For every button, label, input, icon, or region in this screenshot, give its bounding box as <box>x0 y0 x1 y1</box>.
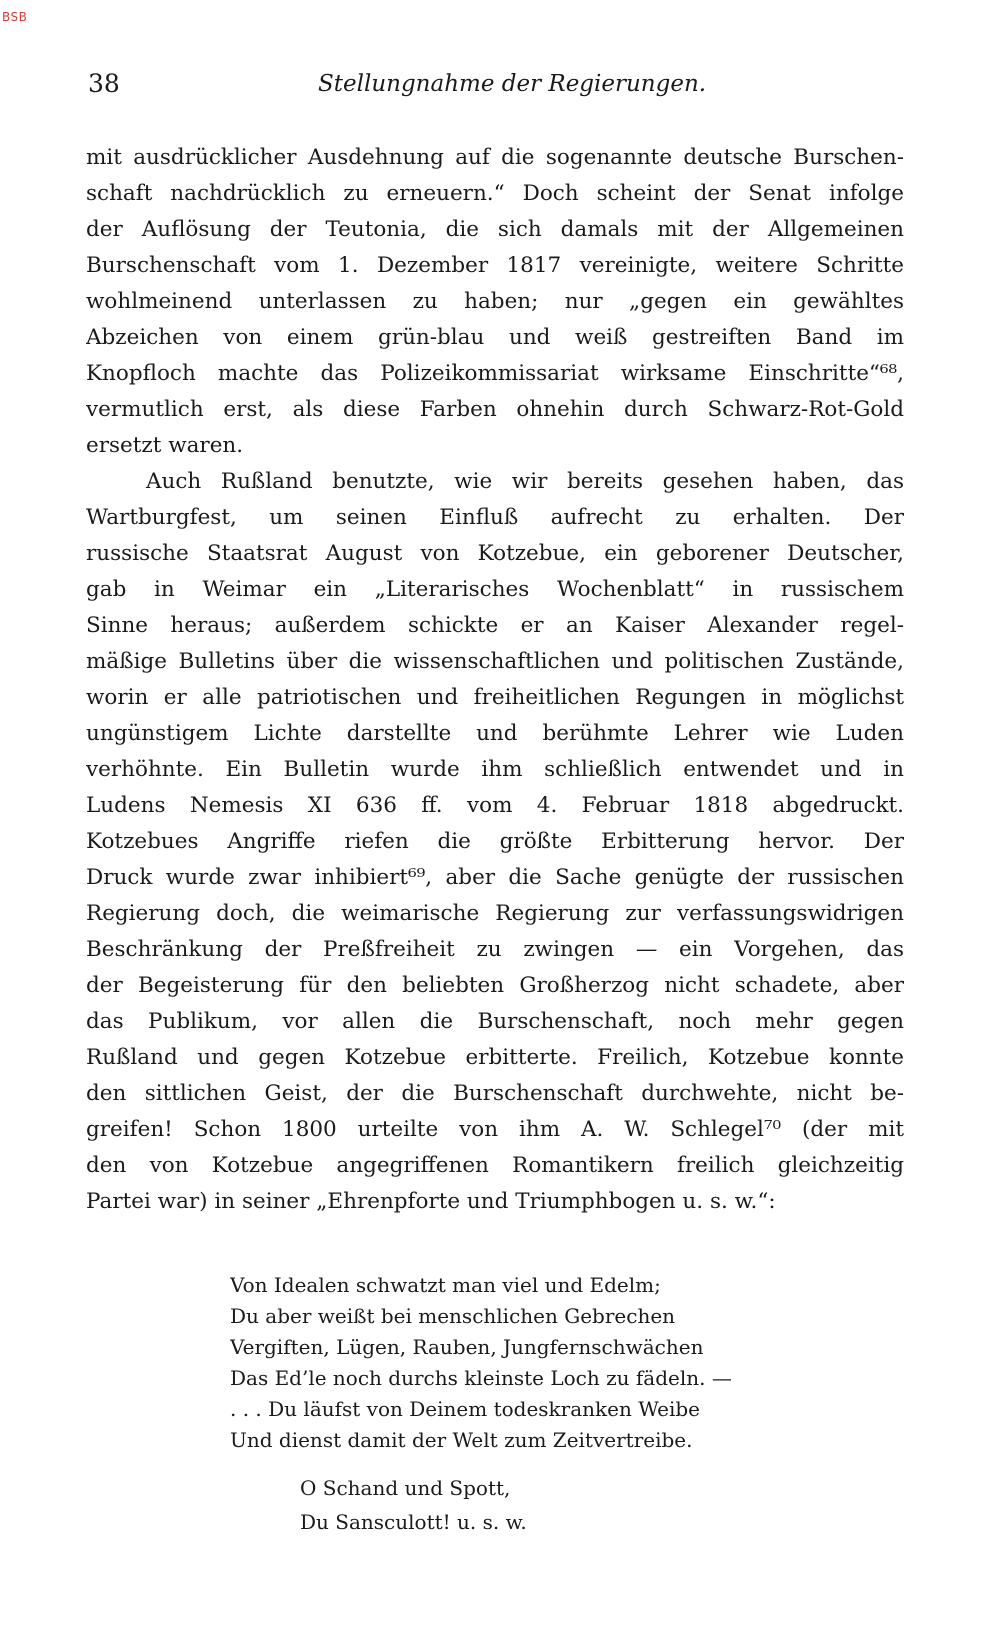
bsb-watermark: BSB <box>2 10 28 24</box>
text-line: Abzeichen von einem grün-blau und weiß gestreiften Band im <box>86 325 904 350</box>
text-line: Burschenschaft vom 1. Dezember 1817 vereinigte, weitere Schritte <box>86 253 904 278</box>
text-line: ungünstigem Lichte darstellte und berühmte Lehrer wie Luden <box>86 721 904 746</box>
text-line: verhöhnte. Ein Bulletin wurde ihm schließlich entwendet und in <box>86 757 904 782</box>
text-line: Partei war) in seiner „Ehrenpforte und Triumphbogen u. s. w.“: <box>86 1189 776 1214</box>
text-line: den sittlichen Geist, der die Burschenschaft durchwehte, nicht be- <box>86 1081 904 1106</box>
text-line: Rußland und gegen Kotzebue erbitterte. Freilich, Kotzebue konnte <box>86 1045 904 1070</box>
text-line: ersetzt waren. <box>86 433 244 458</box>
verse-line: Und dienst damit der Welt zum Zeitvertreibe. <box>230 1428 693 1452</box>
text-line: Kotzebues Angriffe riefen die größte Erbitterung hervor. Der <box>86 829 904 854</box>
paragraph-1 <box>86 140 904 464</box>
verse-line: Du Sansculott! u. s. w. <box>300 1510 527 1534</box>
text-line: vermutlich erst, als diese Farben ohnehin durch Schwarz-Rot-Gold <box>86 397 904 422</box>
verse-line: Das Ed’le noch durchs kleinste Loch zu fädeln. — <box>230 1366 732 1390</box>
text-line: Beschränkung der Preßfreiheit zu zwingen — ein Vorgehen, das <box>86 937 904 962</box>
verse-closing <box>300 1471 700 1539</box>
text-line: Ludens Nemesis XI 636 ff. vom 4. Februar 1818 abgedruckt. <box>86 793 904 818</box>
body-text <box>86 140 904 1220</box>
text-line: Wartburgfest, um seinen Einfluß aufrecht zu erhalten. Der <box>86 505 904 530</box>
page-number: 38 <box>88 69 120 98</box>
verse-line: O Schand und Spott, <box>300 1476 511 1500</box>
text-line: russische Staatsrat August von Kotzebue, ein geborener Deutscher, <box>86 541 904 566</box>
text-line: der Auflösung der Teutonia, die sich damals mit der Allgemeinen <box>86 217 904 242</box>
text-line: der Begeisterung für den beliebten Großherzog nicht schadete, aber <box>86 973 904 998</box>
text-line: Druck wurde zwar inhibiert⁶⁹, aber die Sache genügte der russischen <box>86 865 904 890</box>
text-line: worin er alle patriotischen und freiheitlichen Regungen in möglichst <box>86 685 904 710</box>
verse-quotation <box>230 1270 830 1456</box>
text-line: gab in Weimar ein „Literarisches Wochenblatt“ in russischem <box>86 577 904 602</box>
page-header <box>88 66 908 106</box>
text-line: wohlmeinend unterlassen zu haben; nur „gegen ein gewähltes <box>86 289 904 314</box>
running-title: Stellungnahme der Regierungen. <box>318 71 707 97</box>
text-line: den von Kotzebue angegriffenen Romantikern freilich gleichzeitig <box>86 1153 904 1178</box>
text-line: das Publikum, vor allen die Burschenschaft, noch mehr gegen <box>86 1009 904 1034</box>
paragraph-2 <box>86 464 904 1220</box>
text-line: Sinne heraus; außerdem schickte er an Kaiser Alexander regel- <box>86 613 904 638</box>
verse-line: . . . Du läufst von Deinem todeskranken Weibe <box>230 1397 701 1421</box>
text-line: greifen! Schon 1800 urteilte von ihm A. W. Schlegel⁷⁰ (der mit <box>86 1117 904 1142</box>
verse-line: Du aber weißt bei menschlichen Gebrechen <box>230 1304 676 1328</box>
text-line: Knopfloch machte das Polizeikommissariat wirksame Einschritte“⁶⁸, <box>86 361 904 386</box>
text-line: mäßige Bulletins über die wissenschaftlichen und politischen Zustände, <box>86 649 904 674</box>
verse-line: Von Idealen schwatzt man viel und Edelm; <box>230 1273 661 1297</box>
text-line: schaft nachdrücklich zu erneuern.“ Doch scheint der Senat infolge <box>86 181 904 206</box>
verse-line: Vergiften, Lügen, Rauben, Jungfernschwächen <box>230 1335 704 1359</box>
text-line: Regierung doch, die weimarische Regierung zur verfassungswidrigen <box>86 901 904 926</box>
text-line: Auch Rußland benutzte, wie wir bereits gesehen haben, das <box>146 469 904 494</box>
text-line: mit ausdrücklicher Ausdehnung auf die sogenannte deutsche Burschen- <box>86 145 904 170</box>
